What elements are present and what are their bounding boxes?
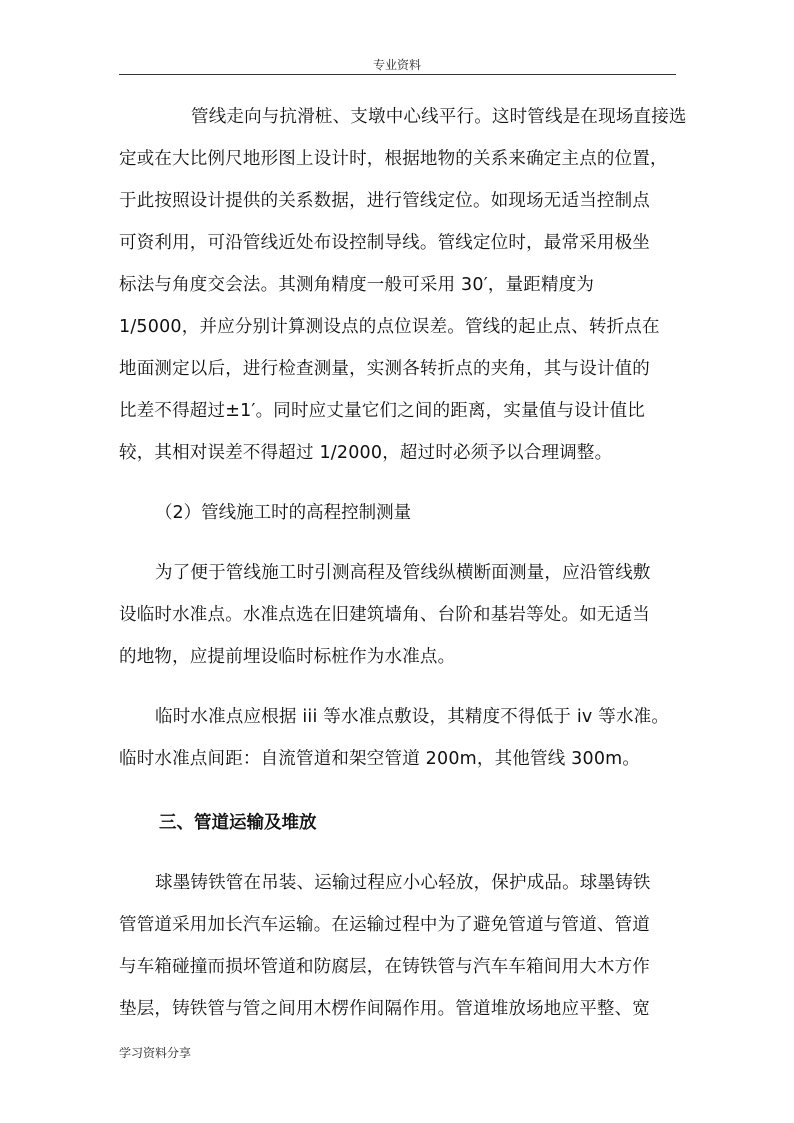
text-line: 管线走向与抗滑桩、支墩中心线平行。这时管线是在现场直接选 <box>191 107 687 127</box>
text-line: 标法与角度交会法。其测角精度一般可采用 30′，量距精度为 <box>119 275 595 295</box>
text-line: 临时水准点间距：自流管道和架空管道 200m，其他管线 300m。 <box>119 749 641 769</box>
text-line: 球墨铸铁管在吊装、运输过程应小心轻放，保护成品。球墨铸铁 <box>155 873 651 893</box>
text-line: 定或在大比例尺地形图上设计时，根据地物的关系来确定主点的位置， <box>119 149 668 169</box>
paragraph-benchmark-spacing <box>119 696 676 780</box>
paragraph-transport <box>119 862 676 1030</box>
text-line: 比差不得超过±1′。同时应丈量它们之间的距离，实量值与设计值比 <box>119 401 645 421</box>
text-line: 较，其相对误差不得超过 1/2000，超过时必须予以合理调整。 <box>119 443 613 463</box>
paragraph-benchmarks <box>119 552 676 678</box>
header-divider <box>119 74 676 75</box>
text-line: 1/5000，并应分别计算测设点的点位误差。管线的起止点、转折点在 <box>119 317 660 337</box>
text-line: 垫层，铸铁管与管之间用木楞作间隔作用。管道堆放场地应平整、宽 <box>119 999 650 1019</box>
page-header: 专业资料 <box>372 58 421 72</box>
text-line: 临时水准点应根据 iii 等水准点敷设，其精度不得低于 iv 等水准。 <box>155 707 670 727</box>
section-heading-transport: 三、管道运输及堆放 <box>159 813 317 833</box>
paragraph-pipeline-alignment <box>119 96 687 474</box>
text-line: 与车箱碰撞而损坏管道和防腐层，在铸铁管与汽车车箱间用大木方作 <box>119 957 650 977</box>
page-footer: 学习资料分享 <box>119 1046 192 1060</box>
text-line: 可资利用，可沿管线近处布设控制导线。管线定位时，最常采用极坐 <box>119 233 650 253</box>
text-line: 的地物，应提前埋设临时标桩作为水准点。 <box>119 647 456 667</box>
text-line: 地面测定以后，进行检查测量，实测各转折点的夹角，其与设计值的 <box>119 359 650 379</box>
subheading-elevation-control: （2）管线施工时的高程控制测量 <box>155 503 412 523</box>
text-line: 于此按照设计提供的关系数据，进行管线定位。如现场无适当控制点 <box>119 191 650 211</box>
text-line: 管管道采用加长汽车运输。在运输过程中为了避免管道与管道、管道 <box>119 915 650 935</box>
text-line: 设临时水准点。水准点选在旧建筑墙角、台阶和基岩等处。如无适当 <box>119 605 650 625</box>
text-line: 为了便于管线施工时引测高程及管线纵横断面测量，应沿管线敷 <box>155 563 651 583</box>
document-body <box>119 96 687 1030</box>
